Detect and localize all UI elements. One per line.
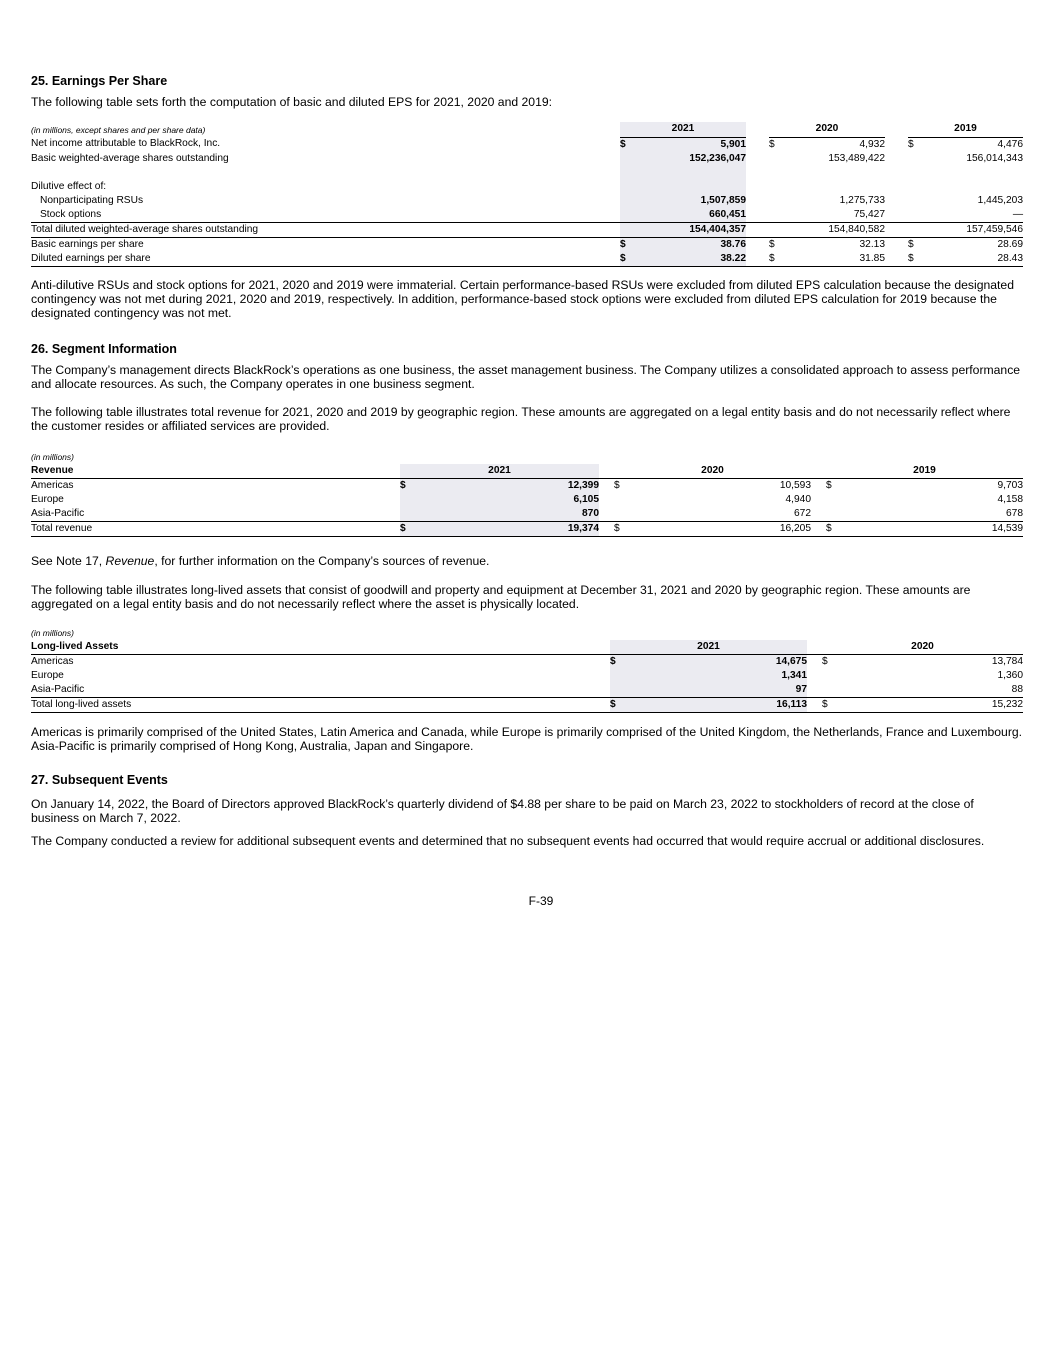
table-note: (in millions): [31, 452, 74, 462]
column-header-2020: 2020: [822, 640, 1023, 655]
value-2021: 152,236,047: [632, 152, 746, 166]
eps-footnote-text: Anti-dilutive RSUs and stock options for 2021, 2020 and 2019 were immaterial. Certain performance-based RSUs were excluded from diluted EPS calculation because the designated contingency was not met during 2021, 2020 and 2019, respectively. In addition, performance-based stock options were excluded from diluted EPS calculation for 2019 because the designated contingency was not met.: [31, 278, 1014, 320]
table-row: [31, 152, 1023, 166]
table-row: [31, 683, 1023, 698]
column-header-2020: 2020: [614, 464, 811, 479]
subsequent-events-paragraph-2: The Company conducted a review for additional subsequent events and determined that no subsequent events had occurred that would require accrual or additional disclosures.: [31, 834, 985, 848]
value-2019: 157,459,546: [920, 222, 1023, 237]
row-label: Basic earnings per share: [31, 238, 144, 250]
value-2021: 19,374: [412, 522, 599, 537]
value-2021: 1,341: [622, 669, 807, 683]
value-2021: 14,675: [622, 655, 807, 670]
subsequent-events-paragraph-1: On January 14, 2022, the Board of Directors approved BlackRock’s quarterly dividend of $4.88 per share to be paid on March 23, 2022 to stockholders of record at the close of business on March 7, 2022.: [31, 797, 974, 825]
value-2020: 154,840,582: [781, 222, 885, 237]
table-row: [31, 180, 1023, 194]
value-2020: 32.13: [859, 238, 885, 250]
eps-intro-text: The following table sets forth the computation of basic and diluted EPS for 2021, 2020 and 2019:: [31, 95, 553, 109]
value-2020: 31.85: [781, 252, 885, 267]
value-2020: 672: [626, 507, 811, 522]
value-2020: 88: [834, 683, 1023, 698]
currency-symbol: $: [400, 522, 412, 537]
table-note: (in millions): [31, 628, 74, 638]
value-2021: 16,113: [622, 698, 807, 713]
currency-symbol: $: [614, 522, 626, 537]
value-2021: 38.22: [632, 252, 746, 267]
table-row: [31, 507, 1023, 522]
currency-symbol: $: [769, 252, 781, 267]
currency-symbol: $: [822, 698, 834, 713]
value-2019: 9,703: [997, 480, 1023, 491]
table-row: [31, 493, 1023, 507]
currency-symbol: $: [610, 655, 622, 670]
table-row: [31, 222, 1023, 237]
column-header-2020: 2020: [769, 122, 885, 137]
value-2020: 1,275,733: [839, 194, 885, 206]
row-label: Asia-Pacific: [31, 683, 610, 698]
currency-symbol: $: [908, 252, 920, 267]
note-text-suffix: , for further information on the Company’s sources of revenue.: [154, 554, 490, 568]
currency-symbol: $: [769, 238, 775, 250]
row-label: Asia-Pacific: [31, 507, 400, 522]
currency-symbol: $: [614, 480, 620, 491]
column-header-2019: 2019: [826, 464, 1023, 479]
value-2020: 1,360: [997, 670, 1023, 681]
eps-table: [31, 122, 1023, 267]
row-label: Dilutive effect of:: [31, 180, 107, 192]
currency-symbol: $: [610, 698, 622, 713]
value-2019: 28.43: [920, 252, 1023, 267]
currency-symbol: $: [400, 479, 412, 494]
value-2021: 12,399: [412, 479, 599, 494]
segment-paragraph-1: The Company’s management directs BlackRock’s operations as one business, the asset management business. The Company utilizes a consolidated approach to assess performance and allocate resources. As such, the Company operates in one business segment.: [31, 363, 1021, 391]
long-lived-assets-table: [31, 626, 1023, 713]
revenue-note-text: [31, 554, 1023, 568]
currency-symbol: $: [822, 656, 828, 667]
table-row: [31, 208, 1023, 223]
value-2021: 154,404,357: [632, 222, 746, 237]
table-row: [31, 479, 1023, 494]
value-2020: 16,205: [626, 522, 811, 537]
table-note: (in millions, except shares and per share data): [31, 124, 206, 135]
currency-symbol: $: [620, 237, 632, 252]
row-label: Total diluted weighted-average shares outstanding: [31, 222, 620, 237]
table-row: [31, 655, 1023, 670]
row-label: Americas: [31, 656, 74, 667]
row-label: Total revenue: [31, 522, 400, 537]
table-title: Long-lived Assets: [31, 640, 610, 655]
value-2020: 153,489,422: [828, 152, 885, 164]
table-row: [31, 237, 1023, 252]
column-header-2019: 2019: [908, 122, 1023, 137]
section-heading-subsequent-events: 27. Subsequent Events: [31, 773, 168, 787]
table-row: [31, 698, 1023, 713]
value-2020: 10,593: [779, 480, 811, 491]
currency-symbol: $: [769, 138, 775, 150]
value-2021: 1,507,859: [632, 194, 746, 208]
section-heading-eps: 25. Earnings Per Share: [31, 74, 168, 88]
value-2020: 15,232: [834, 698, 1023, 713]
value-2020: 13,784: [991, 656, 1023, 667]
segment-paragraph-4: Americas is primarily comprised of the United States, Latin America and Canada, while Europe is primarily comprised of the United Kingdom, the Netherlands, France and Luxembourg. Asia-Pacific is primarily comprised of Hong Kong, Australia, Japan and Singapore.: [31, 725, 1023, 753]
value-2021: 6,105: [412, 493, 599, 507]
table-row: [31, 669, 1023, 683]
value-2020: 4,940: [785, 494, 811, 505]
row-label: Europe: [31, 494, 64, 505]
row-label: Net income attributable to BlackRock, Inc.: [31, 138, 221, 150]
column-header-2021: 2021: [400, 464, 599, 479]
value-2020: 75,427: [781, 208, 885, 223]
row-label: Diluted earnings per share: [31, 252, 620, 267]
value-2019: 678: [838, 507, 1023, 522]
value-2019: 4,476: [997, 138, 1023, 150]
page-number: F-39: [528, 894, 554, 908]
row-label: Americas: [31, 480, 74, 491]
table-row: [31, 252, 1023, 267]
note-text-prefix: See Note 17,: [31, 554, 106, 568]
table-row: [31, 137, 1023, 152]
table-row: [31, 194, 1023, 208]
currency-symbol: $: [826, 480, 832, 491]
value-2019: —: [920, 208, 1023, 223]
segment-paragraph-3: The following table illustrates long-lived assets that consist of goodwill and property and equipment at December 31, 2021 and 2020 by geographic region. These amounts are aggregated on a legal entity basis and do not necessarily reflect where the asset is physically located.: [31, 583, 971, 611]
section-heading-segment: 26. Segment Information: [31, 342, 177, 356]
currency-symbol: $: [826, 522, 838, 537]
table-row: [31, 522, 1023, 537]
value-2021: 38.76: [632, 237, 746, 252]
row-label: Stock options: [40, 208, 102, 220]
value-2019: 4,158: [997, 494, 1023, 505]
value-2021: 97: [622, 683, 807, 698]
row-label: Basic weighted-average shares outstanding: [31, 152, 229, 164]
note-text-italic: Revenue: [105, 554, 155, 568]
table-title: Revenue: [31, 464, 400, 479]
value-2021: 5,901: [632, 137, 746, 152]
revenue-table: [31, 450, 1023, 537]
row-label: Nonparticipating RSUs: [40, 194, 144, 206]
currency-symbol: $: [620, 252, 632, 267]
column-header-2021: 2021: [610, 640, 807, 655]
value-2019: 1,445,203: [977, 194, 1023, 206]
row-label: Total long-lived assets: [31, 698, 610, 713]
currency-symbol: $: [620, 137, 632, 152]
segment-paragraph-2: The following table illustrates total revenue for 2021, 2020 and 2019 by geographic region. These amounts are aggregated on a legal entity basis and do not necessarily reflect where the customer resides or affiliated services are provided.: [31, 405, 1011, 433]
currency-symbol: $: [908, 238, 914, 250]
currency-symbol: $: [908, 138, 914, 150]
value-2019: 156,014,343: [966, 152, 1023, 164]
value-2021: 660,451: [632, 208, 746, 223]
value-2020: 4,932: [859, 138, 885, 150]
value-2021: 870: [412, 507, 599, 522]
column-header-2021: 2021: [620, 122, 746, 137]
value-2019: 28.69: [997, 238, 1023, 250]
row-label: Europe: [31, 670, 64, 681]
value-2019: 14,539: [838, 522, 1023, 537]
